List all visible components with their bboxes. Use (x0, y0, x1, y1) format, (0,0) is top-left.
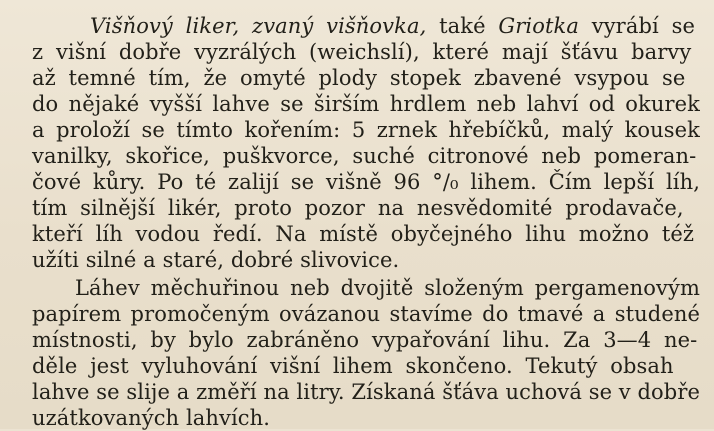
text-span: z višní dobře vyzrálých (weichslí), které mají šťávu barvy (32, 40, 692, 64)
text-span: užíti silné a staré, dobré slivovice. (32, 248, 400, 272)
text-line (32, 195, 684, 221)
italic-text: Griotka (498, 14, 579, 38)
text-line (32, 379, 700, 405)
text-line (32, 91, 700, 117)
text-span: vanilky, skořice, puškvorce, suché citronové neb pomeran- (32, 144, 697, 168)
text-span: vyrábí se (578, 14, 695, 38)
text-span: lahve se slije a změří na litry. Získaná šťáva uchová se v dobře (32, 380, 700, 404)
text-line (32, 117, 700, 143)
italic-text: Višňový liker, zvaný višňovka, (90, 14, 427, 38)
text-line (90, 13, 695, 39)
text-line (32, 143, 696, 169)
text-line (32, 221, 694, 247)
text-line (32, 327, 697, 353)
text-span: kteří líh vodou ředí. Na místě obyčejného lihu možno též (32, 222, 695, 246)
text-line (32, 353, 674, 379)
text-line (32, 301, 700, 327)
text-span: čové kůry. Po té zalijí se višně 96 °/₀ lihem. Čím lepší líh, (32, 170, 700, 194)
text-span: děle jest vyluhování višní lihem skončeno. Tekutý obsah (32, 354, 674, 378)
text-line (32, 405, 270, 431)
text-span: místnosti, by bylo zabráněno vypařování lihu. Za 3—4 ne- (32, 328, 698, 352)
text-span: uzátkovaných lahvích. (32, 406, 271, 430)
text-span: také (426, 14, 499, 38)
text-span: do nějaké vyšší lahve se širším hrdlem neb lahví od okurek (32, 92, 700, 116)
text-span: Láhev měchuřinou neb dvojitě složeným pergamenovým (75, 276, 700, 300)
text-span: až temné tím, že omyté plody stopek zbavené vsypou se (32, 66, 686, 90)
text-line (32, 39, 691, 65)
text-line (32, 65, 685, 91)
text-span: papírem promočeným ovázanou stavíme do tmavé a studené (32, 302, 700, 326)
text-line (32, 247, 399, 273)
text-span: tím silnější likér, proto pozor na nesvědomité prodavače, (32, 196, 684, 220)
text-span: a proloží se tímto kořením: 5 zrnek hřebíčků, malý kousek (32, 118, 700, 142)
text-line (75, 275, 700, 301)
text-line (32, 169, 700, 195)
